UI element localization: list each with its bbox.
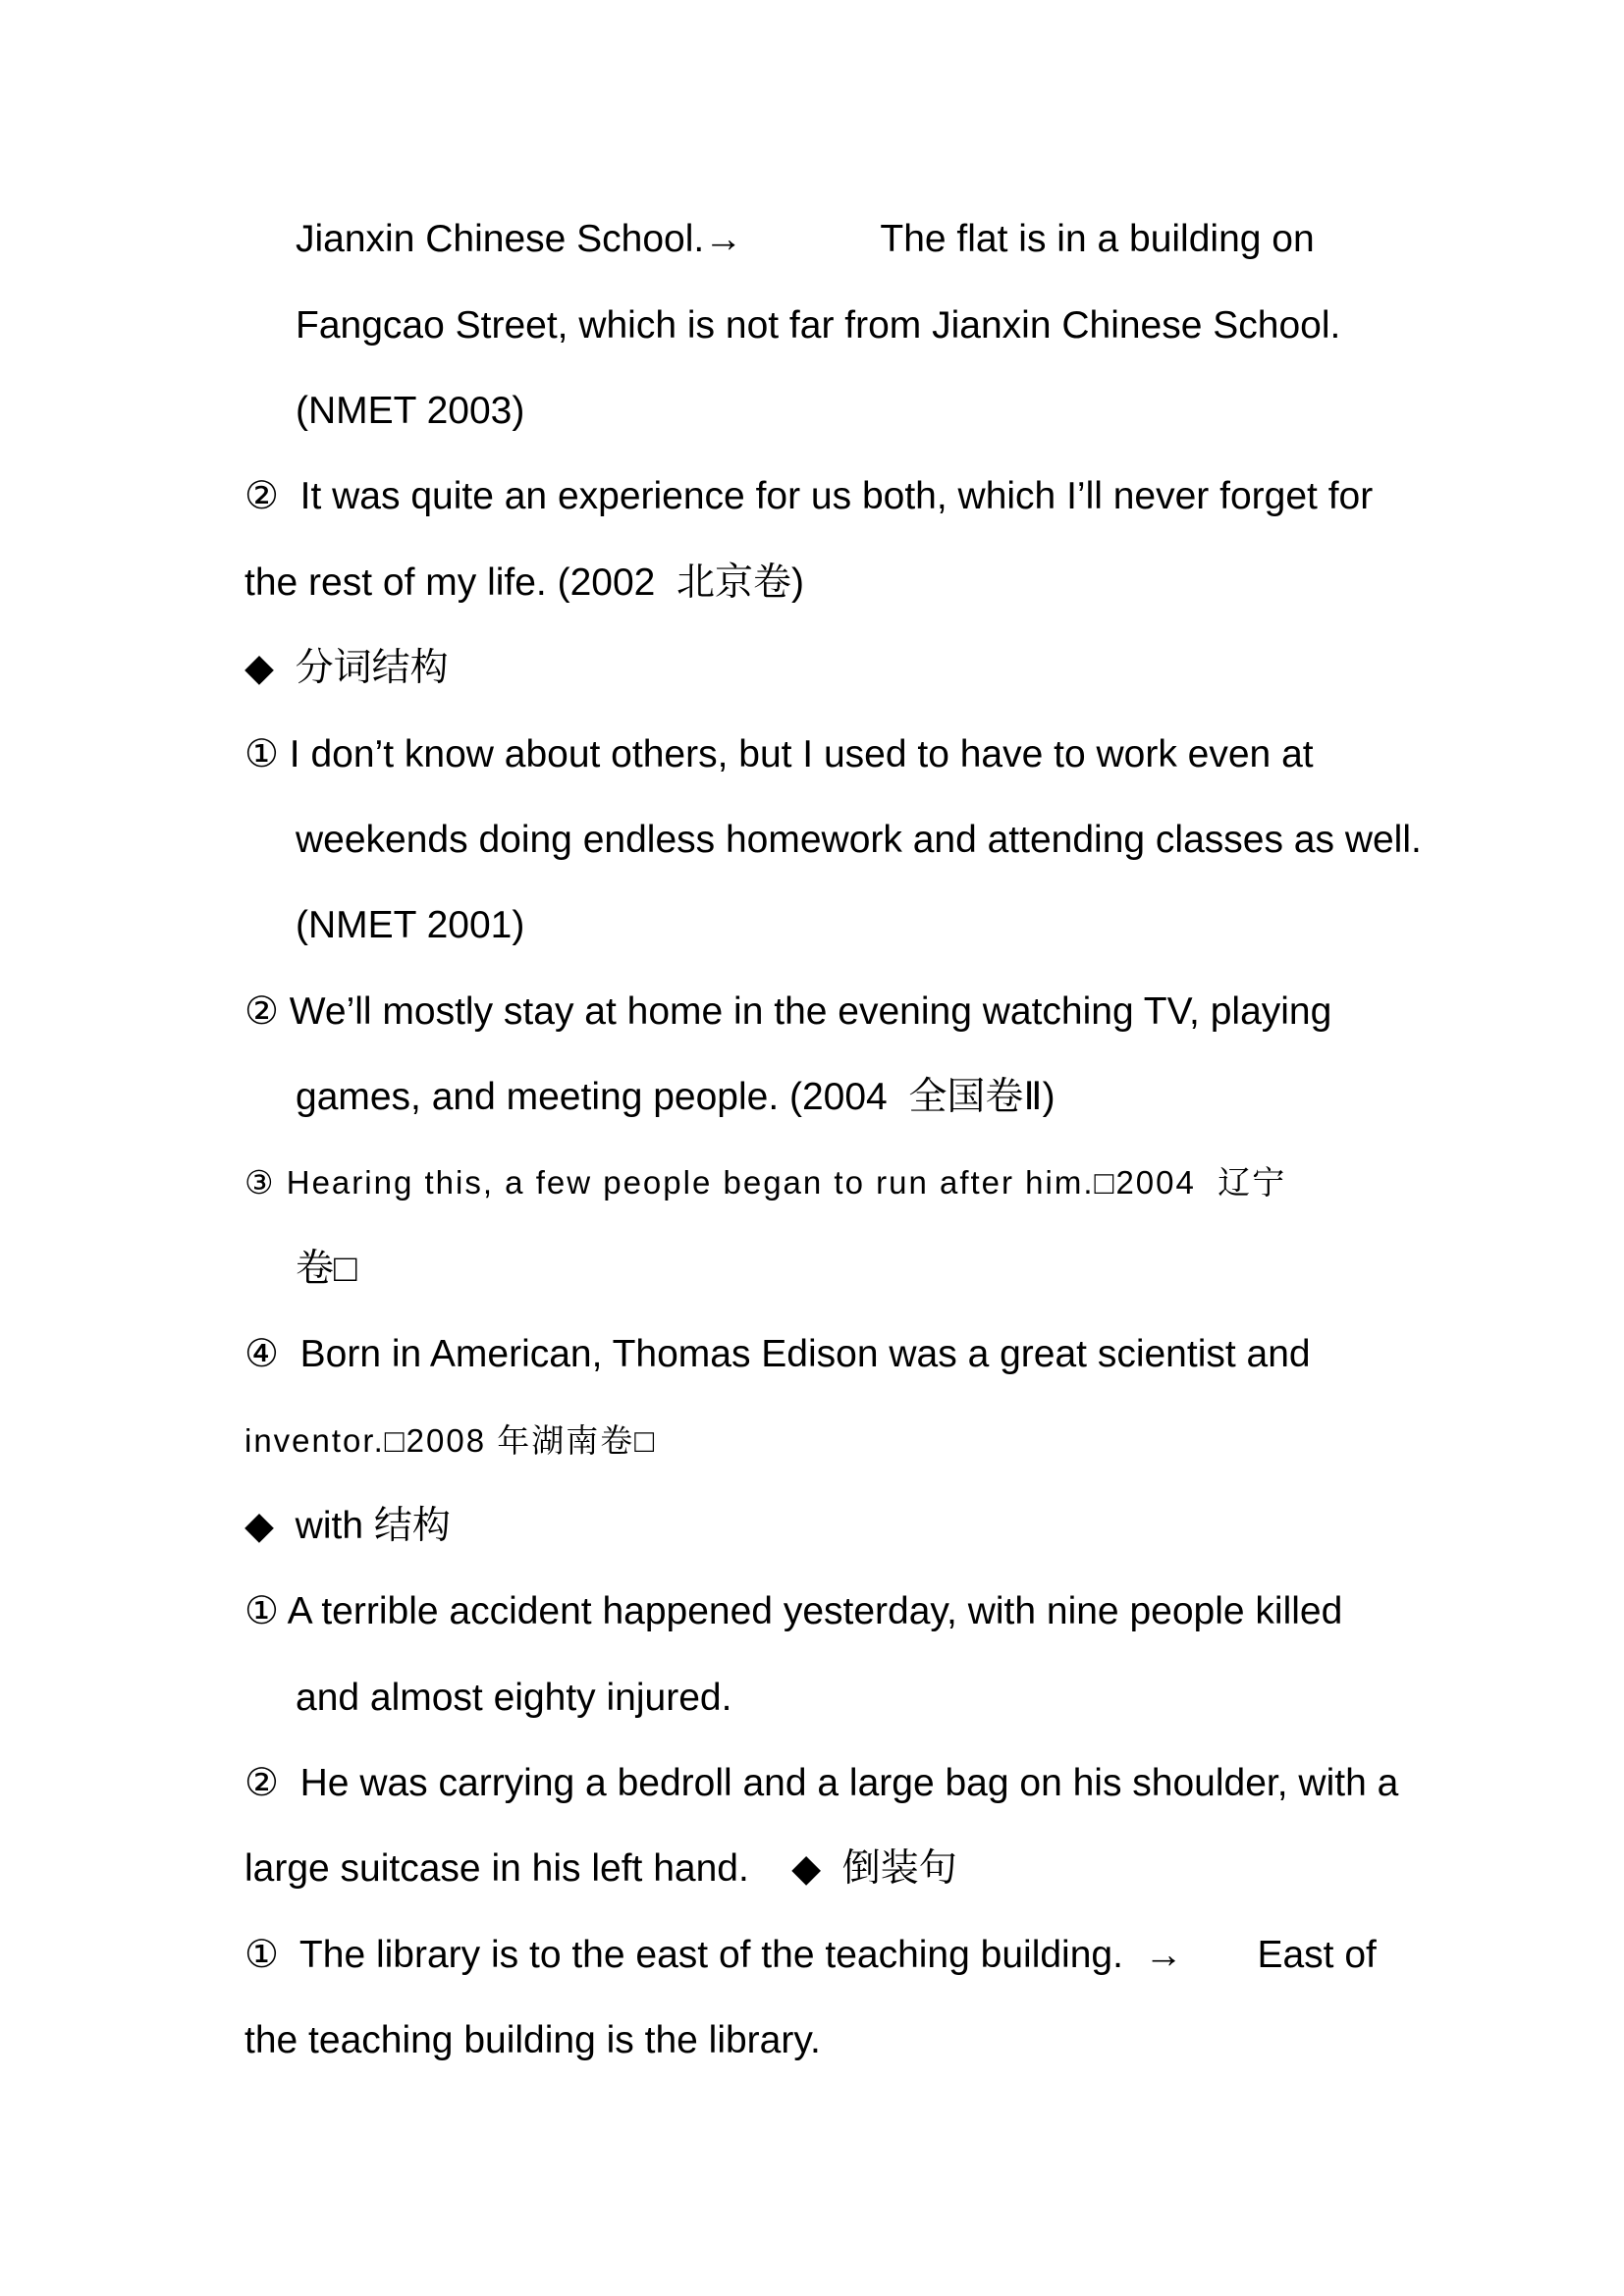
text-line: (NMET 2001) bbox=[296, 904, 525, 946]
text-line: ① A terrible accident happened yesterday, with nine people killed bbox=[244, 1590, 1343, 1632]
text-line: the teaching building is the library. bbox=[244, 2019, 821, 2061]
text-line: ② It was quite an experience for us both, which I’ll never forget for bbox=[244, 475, 1374, 517]
text-line: (NMET 2003) bbox=[296, 390, 525, 432]
text-line: ② He was carrying a bedroll and a large bag on his shoulder, with a bbox=[244, 1762, 1399, 1804]
text-line: the rest of my life. (2002 北京卷) bbox=[244, 561, 805, 604]
text-line: and almost eighty injured. bbox=[296, 1677, 732, 1719]
text-line: 卷□ bbox=[296, 1248, 357, 1290]
section-heading: ◆ with 结构 bbox=[244, 1505, 451, 1547]
text-line: Jianxin Chinese School.→ The flat is in a building on bbox=[296, 218, 1315, 260]
text-line: inventor.□2008 年湖南卷□ bbox=[244, 1422, 657, 1459]
text-line: ③ Hearing this, a few people began to run after him.□2004 辽宁 bbox=[244, 1164, 1287, 1201]
text-line: weekends doing endless homework and attending classes as well. bbox=[296, 819, 1422, 861]
text-line: Fangcao Street, which is not far from Jianxin Chinese School. bbox=[296, 304, 1341, 347]
text-line: ② We’ll mostly stay at home in the evening watching TV, playing bbox=[244, 990, 1332, 1033]
text-line: large suitcase in his left hand. ◆ 倒装句 bbox=[244, 1847, 957, 1890]
text-line: ① The library is to the east of the teaching building. → East of bbox=[244, 1934, 1377, 1976]
text-line: ① I don’t know about others, but I used to have to work even at bbox=[244, 733, 1314, 775]
text-line: games, and meeting people. (2004 全国卷Ⅱ) bbox=[296, 1076, 1056, 1118]
text-line: ④ Born in American, Thomas Edison was a great scientist and bbox=[244, 1333, 1311, 1375]
section-heading: ◆ 分词结构 bbox=[244, 647, 449, 689]
